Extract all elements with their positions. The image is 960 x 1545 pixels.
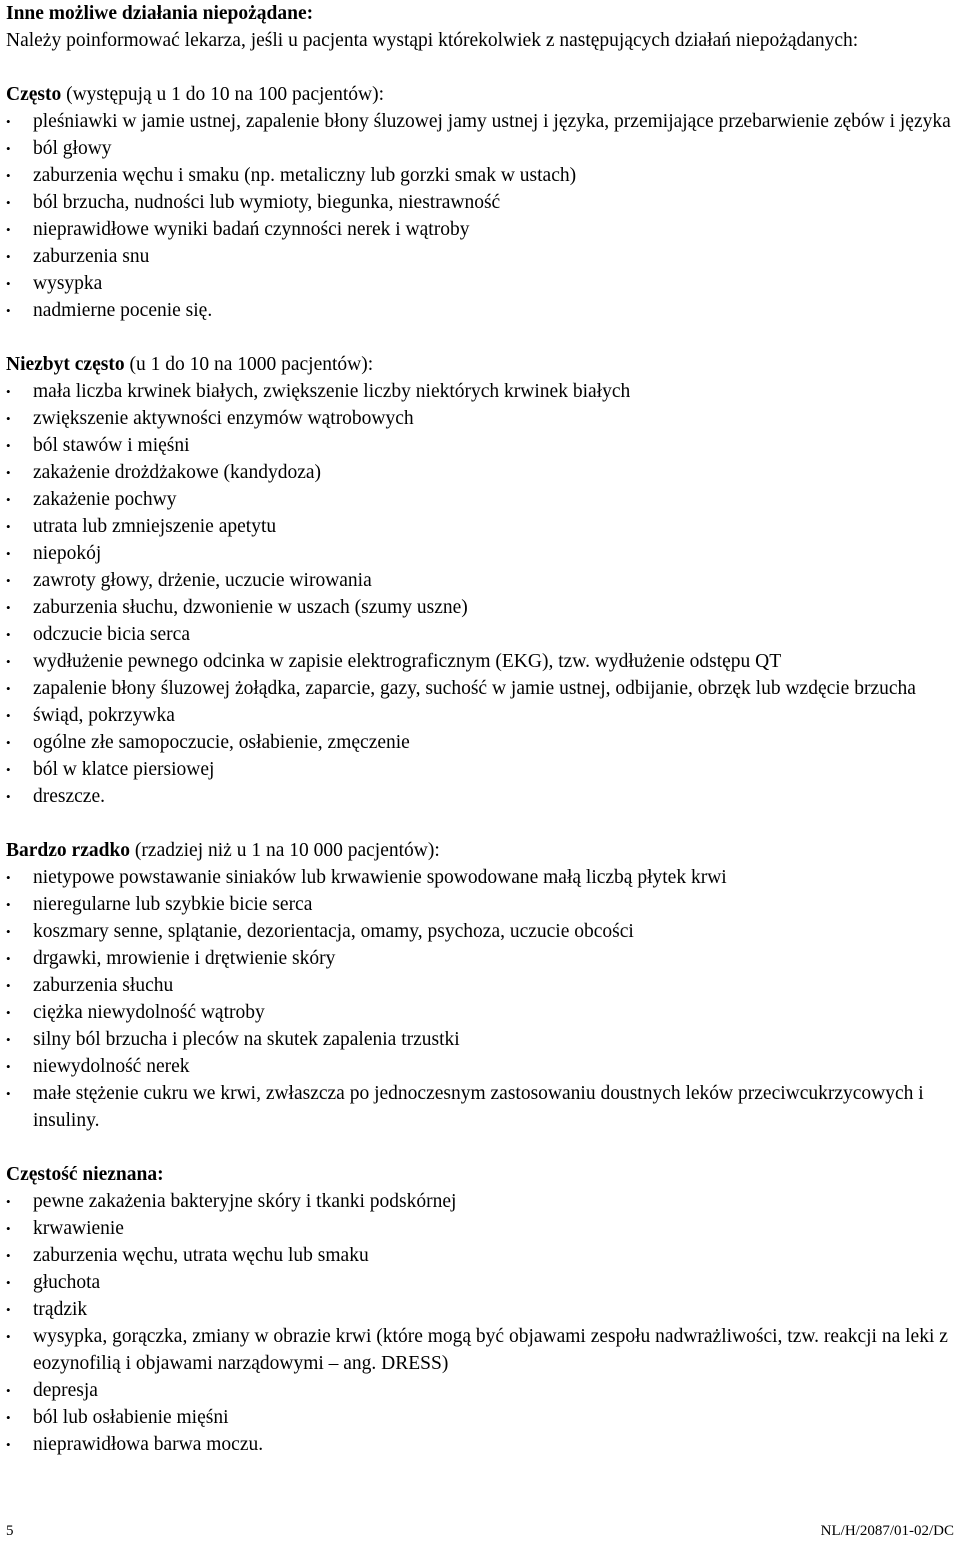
list-item: [6, 297, 956, 324]
list-item: [6, 1053, 956, 1080]
list-item: [6, 108, 956, 135]
section-heading-range: (rzadziej niż u 1 na 10 000 pacjentów):: [130, 840, 440, 861]
list-item: [6, 567, 956, 594]
bullet-icon: •: [6, 411, 11, 426]
list-item: [6, 189, 956, 216]
list-item-text: depresja: [33, 1380, 98, 1401]
list-item: [6, 756, 956, 783]
list-item-text: koszmary senne, splątanie, dezorientacja, omamy, psychoza, uczucie obcości: [33, 921, 634, 942]
bullet-icon: •: [6, 924, 11, 939]
list-item-text: trądzik: [33, 1299, 88, 1320]
list-item-text: ból lub osłabienie mięśni: [33, 1407, 229, 1428]
bullet-icon: •: [6, 114, 11, 129]
list-item-text: dreszcze.: [33, 786, 105, 807]
bullet-icon: •: [6, 303, 11, 318]
frequency-section: [6, 351, 956, 810]
list-item-text: ból brzucha, nudności lub wymioty, biegunka, niestrawność: [33, 192, 501, 213]
side-effect-list: [6, 108, 956, 324]
side-effects-sections: [6, 81, 956, 1458]
bullet-icon: •: [6, 708, 11, 723]
list-item-text: zaburzenia węchu i smaku (np. metaliczny lub gorzki smak w ustach): [33, 165, 577, 186]
intro-text: Należy poinformować lekarza, jeśli u pacjenta wystąpi którekolwiek z następujących działań niepożądanych:: [6, 30, 859, 51]
list-item: [6, 945, 956, 972]
bullet-icon: •: [6, 1032, 11, 1047]
bullet-icon: •: [6, 249, 11, 264]
bullet-icon: •: [6, 789, 11, 804]
list-item: [6, 1431, 956, 1458]
section-heading: [6, 1161, 956, 1188]
side-effect-list: [6, 864, 956, 1134]
list-item: [6, 540, 956, 567]
list-item: [6, 1026, 956, 1053]
list-item-text: nadmierne pocenie się.: [33, 300, 213, 321]
list-item: [6, 1269, 956, 1296]
bullet-icon: •: [6, 1086, 11, 1101]
bullet-icon: •: [6, 1437, 11, 1452]
list-item-text: odczucie bicia serca: [33, 624, 190, 645]
list-item-text: ból w klatce piersiowej: [33, 759, 215, 780]
list-item-text: drgawki, mrowienie i drętwienie skóry: [33, 948, 336, 969]
list-item: [6, 270, 956, 297]
list-item-text: mała liczba krwinek białych, zwiększenie liczby niektórych krwinek białych: [33, 381, 631, 402]
list-item: [6, 783, 956, 810]
bullet-icon: •: [6, 195, 11, 210]
frequency-section: [6, 81, 956, 324]
list-item-text: zawroty głowy, drżenie, uczucie wirowania: [33, 570, 372, 591]
list-item: [6, 918, 956, 945]
bullet-icon: •: [6, 1005, 11, 1020]
list-item-text: silny ból brzucha i pleców na skutek zapalenia trzustki: [33, 1029, 460, 1050]
section-heading: [6, 351, 956, 378]
frequency-section: [6, 1161, 956, 1458]
list-item: [6, 1377, 956, 1404]
list-item-text: świąd, pokrzywka: [33, 705, 175, 726]
bullet-icon: •: [6, 438, 11, 453]
bullet-icon: •: [6, 1059, 11, 1074]
list-item-text: wysypka: [33, 273, 103, 294]
bullet-icon: •: [6, 276, 11, 291]
list-item: [6, 594, 956, 621]
bullet-icon: •: [6, 141, 11, 156]
bullet-icon: •: [6, 978, 11, 993]
list-item: [6, 486, 956, 513]
list-item-text: małe stężenie cukru we krwi, zwłaszcza po jednoczesnym zastosowaniu doustnych leków przeciwcukrzycowych i insuliny.: [33, 1083, 924, 1131]
list-item: [6, 243, 956, 270]
list-item: [6, 621, 956, 648]
list-item: [6, 1242, 956, 1269]
list-item: [6, 216, 956, 243]
list-item-text: wysypka, gorączka, zmiany w obrazie krwi (które mogą być objawami zespołu nadwrażliwości, tzw. reakcji na leki z eozynofilią i objawami narządowymi – ang. DRESS): [33, 1326, 948, 1374]
list-item-text: zapalenie błony śluzowej żołądka, zaparcie, gazy, suchość w jamie ustnej, odbijanie, obrzęk lub wzdęcie brzucha: [33, 678, 916, 699]
list-item: [6, 459, 956, 486]
list-item-text: głuchota: [33, 1272, 101, 1293]
section-heading: [6, 837, 956, 864]
bullet-icon: •: [6, 654, 11, 669]
list-item: [6, 513, 956, 540]
list-item: [6, 378, 956, 405]
section-heading-frequency: Niezbyt często: [6, 354, 125, 375]
list-item-text: ból głowy: [33, 138, 112, 159]
bullet-icon: •: [6, 1275, 11, 1290]
list-item: [6, 1215, 956, 1242]
bullet-icon: •: [6, 1329, 11, 1344]
page-number: 5: [6, 1523, 14, 1539]
document-code: NL/H/2087/01-02/DC: [820, 1523, 954, 1539]
bullet-icon: •: [6, 681, 11, 696]
list-item: [6, 432, 956, 459]
list-item: [6, 675, 956, 702]
list-item-text: zakażenie drożdżakowe (kandydoza): [33, 462, 321, 483]
bullet-icon: •: [6, 168, 11, 183]
side-effect-list: [6, 378, 956, 810]
bullet-icon: •: [6, 384, 11, 399]
bullet-icon: •: [6, 222, 11, 237]
bullet-icon: •: [6, 465, 11, 480]
side-effect-list: [6, 1188, 956, 1458]
bullet-icon: •: [6, 870, 11, 885]
list-item-text: niepokój: [33, 543, 102, 564]
section-heading-range: (u 1 do 10 na 1000 pacjentów):: [124, 354, 374, 375]
bullet-icon: •: [6, 546, 11, 561]
bullet-icon: •: [6, 1194, 11, 1209]
bullet-icon: •: [6, 735, 11, 750]
bullet-icon: •: [6, 600, 11, 615]
list-item-text: ogólne złe samopoczucie, osłabienie, zmęczenie: [33, 732, 410, 753]
list-item-text: pleśniawki w jamie ustnej, zapalenie błony śluzowej jamy ustnej i języka, przemijające przebarwienie zębów i języka: [33, 111, 951, 132]
section-heading-frequency: Częstość nieznana:: [6, 1164, 164, 1185]
bullet-icon: •: [6, 951, 11, 966]
section-heading-range: (występują u 1 do 10 na 100 pacjentów):: [61, 84, 384, 105]
section-heading-frequency: Bardzo rzadko: [6, 840, 131, 861]
bullet-icon: •: [6, 1383, 11, 1398]
list-item: [6, 729, 956, 756]
list-item: [6, 891, 956, 918]
list-item-text: zwiększenie aktywności enzymów wątrobowych: [33, 408, 414, 429]
bullet-icon: •: [6, 1302, 11, 1317]
list-item-text: nieprawidłowa barwa moczu.: [33, 1434, 264, 1455]
list-item-text: utrata lub zmniejszenie apetytu: [33, 516, 277, 537]
list-item: [6, 702, 956, 729]
list-item: [6, 972, 956, 999]
list-item-text: pewne zakażenia bakteryjne skóry i tkanki podskórnej: [33, 1191, 457, 1212]
frequency-section: [6, 837, 956, 1134]
bullet-icon: •: [6, 492, 11, 507]
list-item-text: zaburzenia słuchu, dzwonienie w uszach (szumy uszne): [33, 597, 468, 618]
bullet-icon: •: [6, 627, 11, 642]
list-item-text: krwawienie: [33, 1218, 124, 1239]
bullet-icon: •: [6, 573, 11, 588]
list-item-text: zaburzenia snu: [33, 246, 150, 267]
list-item-text: ciężka niewydolność wątroby: [33, 1002, 265, 1023]
intro: [6, 0, 956, 54]
list-item: [6, 1404, 956, 1431]
bullet-icon: •: [6, 762, 11, 777]
bullet-icon: •: [6, 519, 11, 534]
list-item: [6, 1080, 956, 1134]
bullet-icon: •: [6, 1248, 11, 1263]
list-item-text: nietypowe powstawanie siniaków lub krwawienie spowodowane małą liczbą płytek krwi: [33, 867, 727, 888]
bullet-icon: •: [6, 1221, 11, 1236]
list-item: [6, 999, 956, 1026]
list-item-text: zakażenie pochwy: [33, 489, 177, 510]
list-item: [6, 1323, 956, 1377]
bullet-icon: •: [6, 897, 11, 912]
list-item: [6, 162, 956, 189]
list-item-text: wydłużenie pewnego odcinka w zapisie elektrograficznym (EKG), tzw. wydłużenie odstępu QT: [33, 651, 782, 672]
list-item-text: nieprawidłowe wyniki badań czynności nerek i wątroby: [33, 219, 470, 240]
section-heading: [6, 81, 956, 108]
section-heading-frequency: Często: [6, 84, 62, 105]
list-item: [6, 405, 956, 432]
list-item: [6, 1296, 956, 1323]
list-item-text: ból stawów i mięśni: [33, 435, 190, 456]
list-item-text: nieregularne lub szybkie bicie serca: [33, 894, 313, 915]
document-body: [6, 0, 956, 1458]
list-item: [6, 135, 956, 162]
list-item: [6, 648, 956, 675]
list-item-text: zaburzenia słuchu: [33, 975, 174, 996]
intro-title: Inne możliwe działania niepożądane:: [6, 3, 314, 24]
list-item-text: niewydolność nerek: [33, 1056, 190, 1077]
list-item: [6, 1188, 956, 1215]
list-item: [6, 864, 956, 891]
bullet-icon: •: [6, 1410, 11, 1425]
list-item-text: zaburzenia węchu, utrata węchu lub smaku: [33, 1245, 369, 1266]
